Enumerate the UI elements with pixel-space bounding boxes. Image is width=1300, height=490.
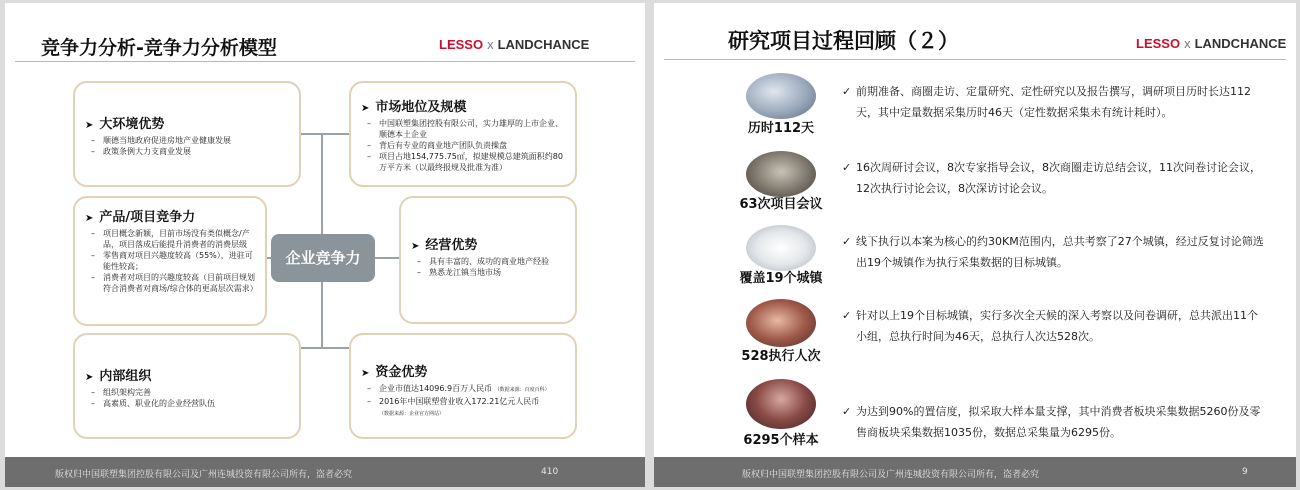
list-item: – 零售商对项目兴趣度较高（55%），进驻可能性较高； [85, 250, 259, 272]
data-source-note: （数据来源：百度百科） [494, 387, 550, 393]
list-item: – 熟悉龙江镇当地市场 [411, 267, 569, 278]
list-item: – 高素质、职业化的企业经营队伍 [85, 398, 291, 409]
arrow-bullet-icon: ➤ [85, 372, 94, 383]
list-item: – 顺德当地政府促进房地产业健康发展 [85, 135, 291, 146]
arrow-bullet-icon: ➤ [361, 368, 370, 379]
list-item: – 组织架构完善 [85, 387, 291, 398]
list-item [743, 379, 1266, 449]
list-item: – 2016年中国联塑营业收入172.21亿元人民币 （数据来源：企业官方网站） [361, 396, 567, 420]
list-item: – 消费者对项目的兴趣度较高（目前项目规划符合消费者对商场/综合体的更高层次需求） [85, 272, 259, 294]
page-number: 9 [1242, 467, 1248, 477]
title-divider [664, 59, 1286, 60]
arrow-bullet-icon: ➤ [85, 120, 94, 131]
list-item [746, 73, 1266, 137]
row-label: 历时112天 [747, 121, 815, 136]
research-photo [746, 73, 816, 119]
check-icon: ✓ [842, 235, 852, 248]
row-text: ✓ 线下执行以本案为核心的约30KM范围内，总共考察了27个城镇，经过反复讨论筛选出19个城镇作为执行采集数据的目标城镇。 [842, 231, 1266, 273]
copyright-text: 版权归中国联塑集团控股有限公司及广州连城投资有限公司所有，盗者必究 [742, 470, 1040, 480]
row-label: 63次项目会议 [739, 197, 823, 212]
row-label: 覆盖19个城镇 [739, 271, 823, 286]
box-title: ➤ 经营优势 [411, 238, 478, 253]
box-product-competitiveness [73, 196, 267, 326]
row-text: ✓ 前期准备、商圈走访、定量研究、定性研究以及报告撰写，调研项目历时长达112天，其中定量数据采集历时46天（定性数据采集未有统计耗时）。 [842, 81, 1266, 123]
list-item: – 背后有专业的商业地产团队负责操盘 [361, 140, 567, 151]
list-item: – 政策条例大力支商业发展 [85, 146, 291, 157]
fieldwork-photo [746, 299, 816, 347]
connector-right [375, 257, 399, 259]
box-internal-organization [73, 333, 301, 439]
enterprise-competitiveness-node: 企业竞争力 [271, 234, 375, 282]
list-item: – 项目占地154,775.75㎡，拟建规模总建筑面积约80万平方米（以最终报规及批准为准） [361, 151, 567, 173]
slide-title: 竞争力分析-竞争力分析模型 [41, 37, 277, 59]
box-title: ➤ 产品/项目竞争力 [85, 210, 196, 225]
check-icon: ✓ [842, 405, 852, 418]
list-item: – 具有丰富的、成功的商业地产经验 [411, 256, 569, 267]
row-text: ✓ 针对以上19个目标城镇，实行多次全天候的深入考察以及问卷调研，总共派出11个小组，总执行时间为46天，总执行人次达528次。 [842, 305, 1266, 347]
arrow-bullet-icon: ➤ [85, 213, 94, 224]
box-operation-advantage [399, 196, 577, 324]
arrow-bullet-icon: ➤ [411, 241, 420, 252]
check-icon: ✓ [842, 85, 852, 98]
row-text: ✓ 为达到90%的置信度，拟采取大样本量支撑，其中消费者板块采集数据5260份及零售商板块采集数据1035份，数据总采集量为6295份。 [842, 401, 1266, 443]
box-title: ➤ 市场地位及规模 [361, 100, 467, 115]
row-label: 6295个样本 [743, 433, 819, 448]
list-item [739, 225, 1266, 289]
page-number: 410 [541, 467, 559, 477]
list-item [741, 299, 1266, 365]
company-logo: LESSO x LANDCHANCE [439, 37, 590, 52]
slide-competitiveness-model [5, 3, 645, 487]
list-item: – 中国联塑集团控股有限公司，实力雄厚的上市企业、顺德本土企业 [361, 118, 567, 140]
box-title: ➤ 大环境优势 [85, 117, 165, 132]
box-market-position [349, 81, 577, 187]
box-environment-advantage [73, 81, 301, 187]
survey-photo [746, 379, 816, 429]
list-item: – 企业市值达14096.9百万人民币 （数据来源：百度百科） [361, 383, 567, 396]
company-logo: LESSO x LANDCHANCE [1136, 36, 1287, 51]
copyright-text: 版权归中国联塑集团控股有限公司及广州连城投资有限公司所有，盗者必究 [55, 470, 353, 480]
row-text: ✓ 16次周研讨会议，8次专家指导会议，8次商圈走访总结会议，11次问卷讨论会议，12次执行讨论会议，8次深访讨论会议。 [842, 157, 1266, 199]
connector-top [299, 133, 349, 135]
check-icon: ✓ [842, 161, 852, 174]
meeting-photo [746, 151, 816, 197]
map-photo [746, 225, 816, 271]
list-item [739, 151, 1266, 215]
slide-process-review [654, 3, 1296, 487]
box-title: ➤ 资金优势 [361, 365, 428, 380]
list-item: – 项目概念新颖，目前市场没有类似概念/产品，项目落成后能提升消费者的消费层级 [85, 228, 259, 250]
check-icon: ✓ [842, 309, 852, 322]
slide-footer [5, 457, 645, 487]
title-divider [15, 61, 635, 62]
row-label: 528执行人次 [741, 349, 821, 364]
box-capital-advantage [349, 333, 577, 439]
data-source-note: （数据来源：企业官方网站） [379, 411, 445, 417]
arrow-bullet-icon: ➤ [361, 103, 370, 114]
slide-title: 研究项目过程回顾（２） [728, 29, 959, 53]
slide-footer [654, 457, 1296, 487]
box-title: ➤ 内部组织 [85, 369, 152, 384]
connector-bottom [299, 347, 349, 349]
